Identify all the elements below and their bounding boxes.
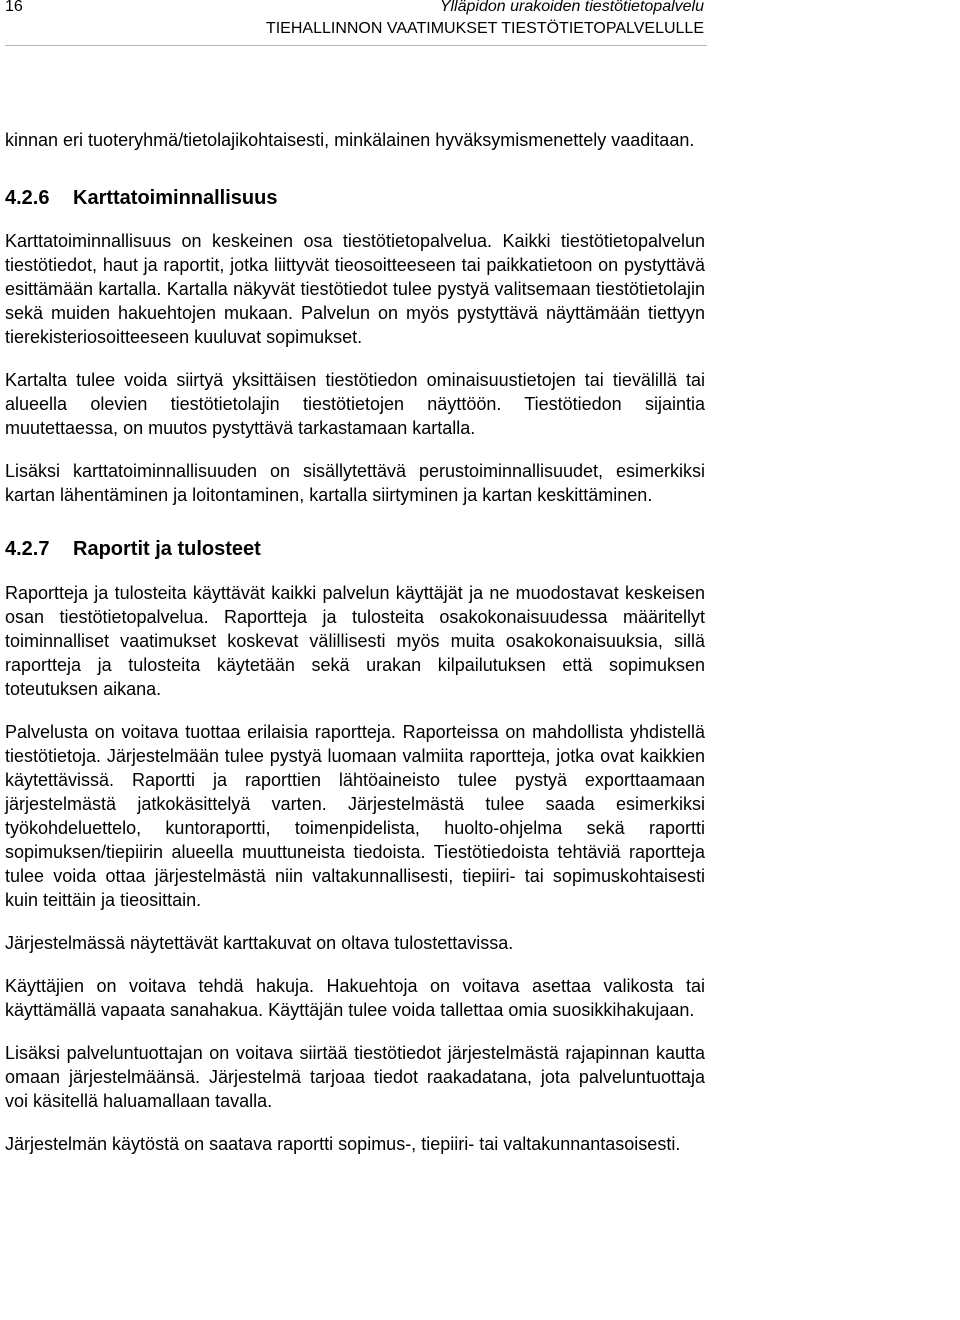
section-heading-4-2-6 bbox=[5, 186, 705, 210]
header-subtitle: TIEHALLINNON VAATIMUKSET TIESTÖTIETOPALVELULLE bbox=[265, 20, 704, 37]
intro-paragraph: kinnan eri tuoteryhmä/tietolajikohtaisesti, minkälainen hyväksymismenettely vaaditaan. bbox=[5, 130, 695, 150]
header-title: Ylläpidon urakoiden tiestötietopalvelu bbox=[439, 0, 704, 15]
paragraph: Käyttäjien on voitava tehdä hakuja. Hakuehtoja on voitava asettaa valikosta tai käyttämällä vapaata sanahakua. Käyttäjän tulee voida tallettaa omia suosikkihakujaan. bbox=[5, 976, 705, 1020]
section-title: Karttatoiminnallisuus bbox=[73, 187, 278, 209]
paragraph: Karttatoiminnallisuus on keskeinen osa tiestötietopalvelua. Kaikki tiestötietopalvelun tiestötiedot, haut ja raportit, jotka liittyvät tieosoitteeseen tai paikkatietoon on pystyttävä esittämään kartalla. Kartalla näkyvät tiestötiedot tulee pystyä valitsemaan tiestötietolajin sekä muiden hakuehtojen mukaan. Palvelun on myös pystyttävä näyttämään tiettyyn tierekisteriosoitteeseen kuuluvat sopimukset. bbox=[5, 231, 705, 347]
section-number: 4.2.6 bbox=[5, 187, 50, 209]
section-title: Raportit ja tulosteet bbox=[73, 538, 261, 560]
section-number: 4.2.7 bbox=[5, 538, 50, 560]
section-heading-4-2-7 bbox=[5, 537, 705, 561]
header-divider bbox=[5, 45, 707, 46]
paragraph: Lisäksi palveluntuottajan on voitava siirtää tiestötiedot järjestelmästä rajapinnan kautta omaan järjestelmäänsä. Järjestelmä tarjoaa tiedot raakadatana, jota palveluntuottaja voi käsitellä haluamallaan tavalla. bbox=[5, 1043, 705, 1111]
paragraph: Lisäksi karttatoiminnallisuuden on sisällytettävä perustoiminnallisuudet, esimerkiksi kartan lähentäminen ja loitontaminen, kartalla siirtyminen ja kartan keskittäminen. bbox=[5, 461, 705, 505]
page-number: 16 bbox=[5, 0, 23, 15]
paragraph: Järjestelmässä näytettävät karttakuvat on oltava tulostettavissa. bbox=[5, 933, 514, 953]
paragraph: Kartalta tulee voida siirtyä yksittäisen tiestötiedon ominaisuustietojen tai tievälillä tai alueella olevien tiestötietolajin tiestötietojen näyttöön. Tiestötiedon sijaintia muutettaessa, on muutos pystyttävä tarkastamaan kartalla. bbox=[5, 370, 705, 438]
paragraph: Järjestelmän käytöstä on saatava raportti sopimus-, tiepiiri- tai valtakunnantasoisesti. bbox=[5, 1134, 681, 1154]
paragraph: Palvelusta on voitava tuottaa erilaisia raportteja. Raporteissa on mahdollista yhdistellä tiestötietoja. Järjestelmään tulee pystyä luomaan valmiita raportteja, jotka ovat kaikkien käytettävissä. Raportti ja raporttien lähtöaineisto tulee pystyä exporttaamaan järjestelmästä jatkokäsittelyä varten. Järjestelmästä tulee saada esimerkiksi työkohdeluettelo, kuntoraportti, toimenpidelista, huolto-ohjelma sekä raportti sopimuksen/tiepiirin alueella muuttuneista tiedoista. Tiestötiedoista tehtäviä raportteja tulee voida ottaa järjestelmästä niin valtakunnallisesti, tiepiiri- tai sopimuskohtaisesti kuin teittäin ja tieosittain. bbox=[5, 722, 705, 910]
paragraph: Raportteja ja tulosteita käyttävät kaikki palvelun käyttäjät ja ne muodostavat keskeisen osan tiestötietopalvelua. Raportteja ja tulosteita osakokonaisuudessa määritellyt toiminnalliset vaatimukset koskevat välillisesti myös muita osakokonaisuuksia, sillä raportteja ja tulosteita käytetään sekä urakan kilpailutuksen että sopimuksen toteutuksen aikana. bbox=[5, 583, 705, 699]
document-body bbox=[5, 128, 705, 1175]
